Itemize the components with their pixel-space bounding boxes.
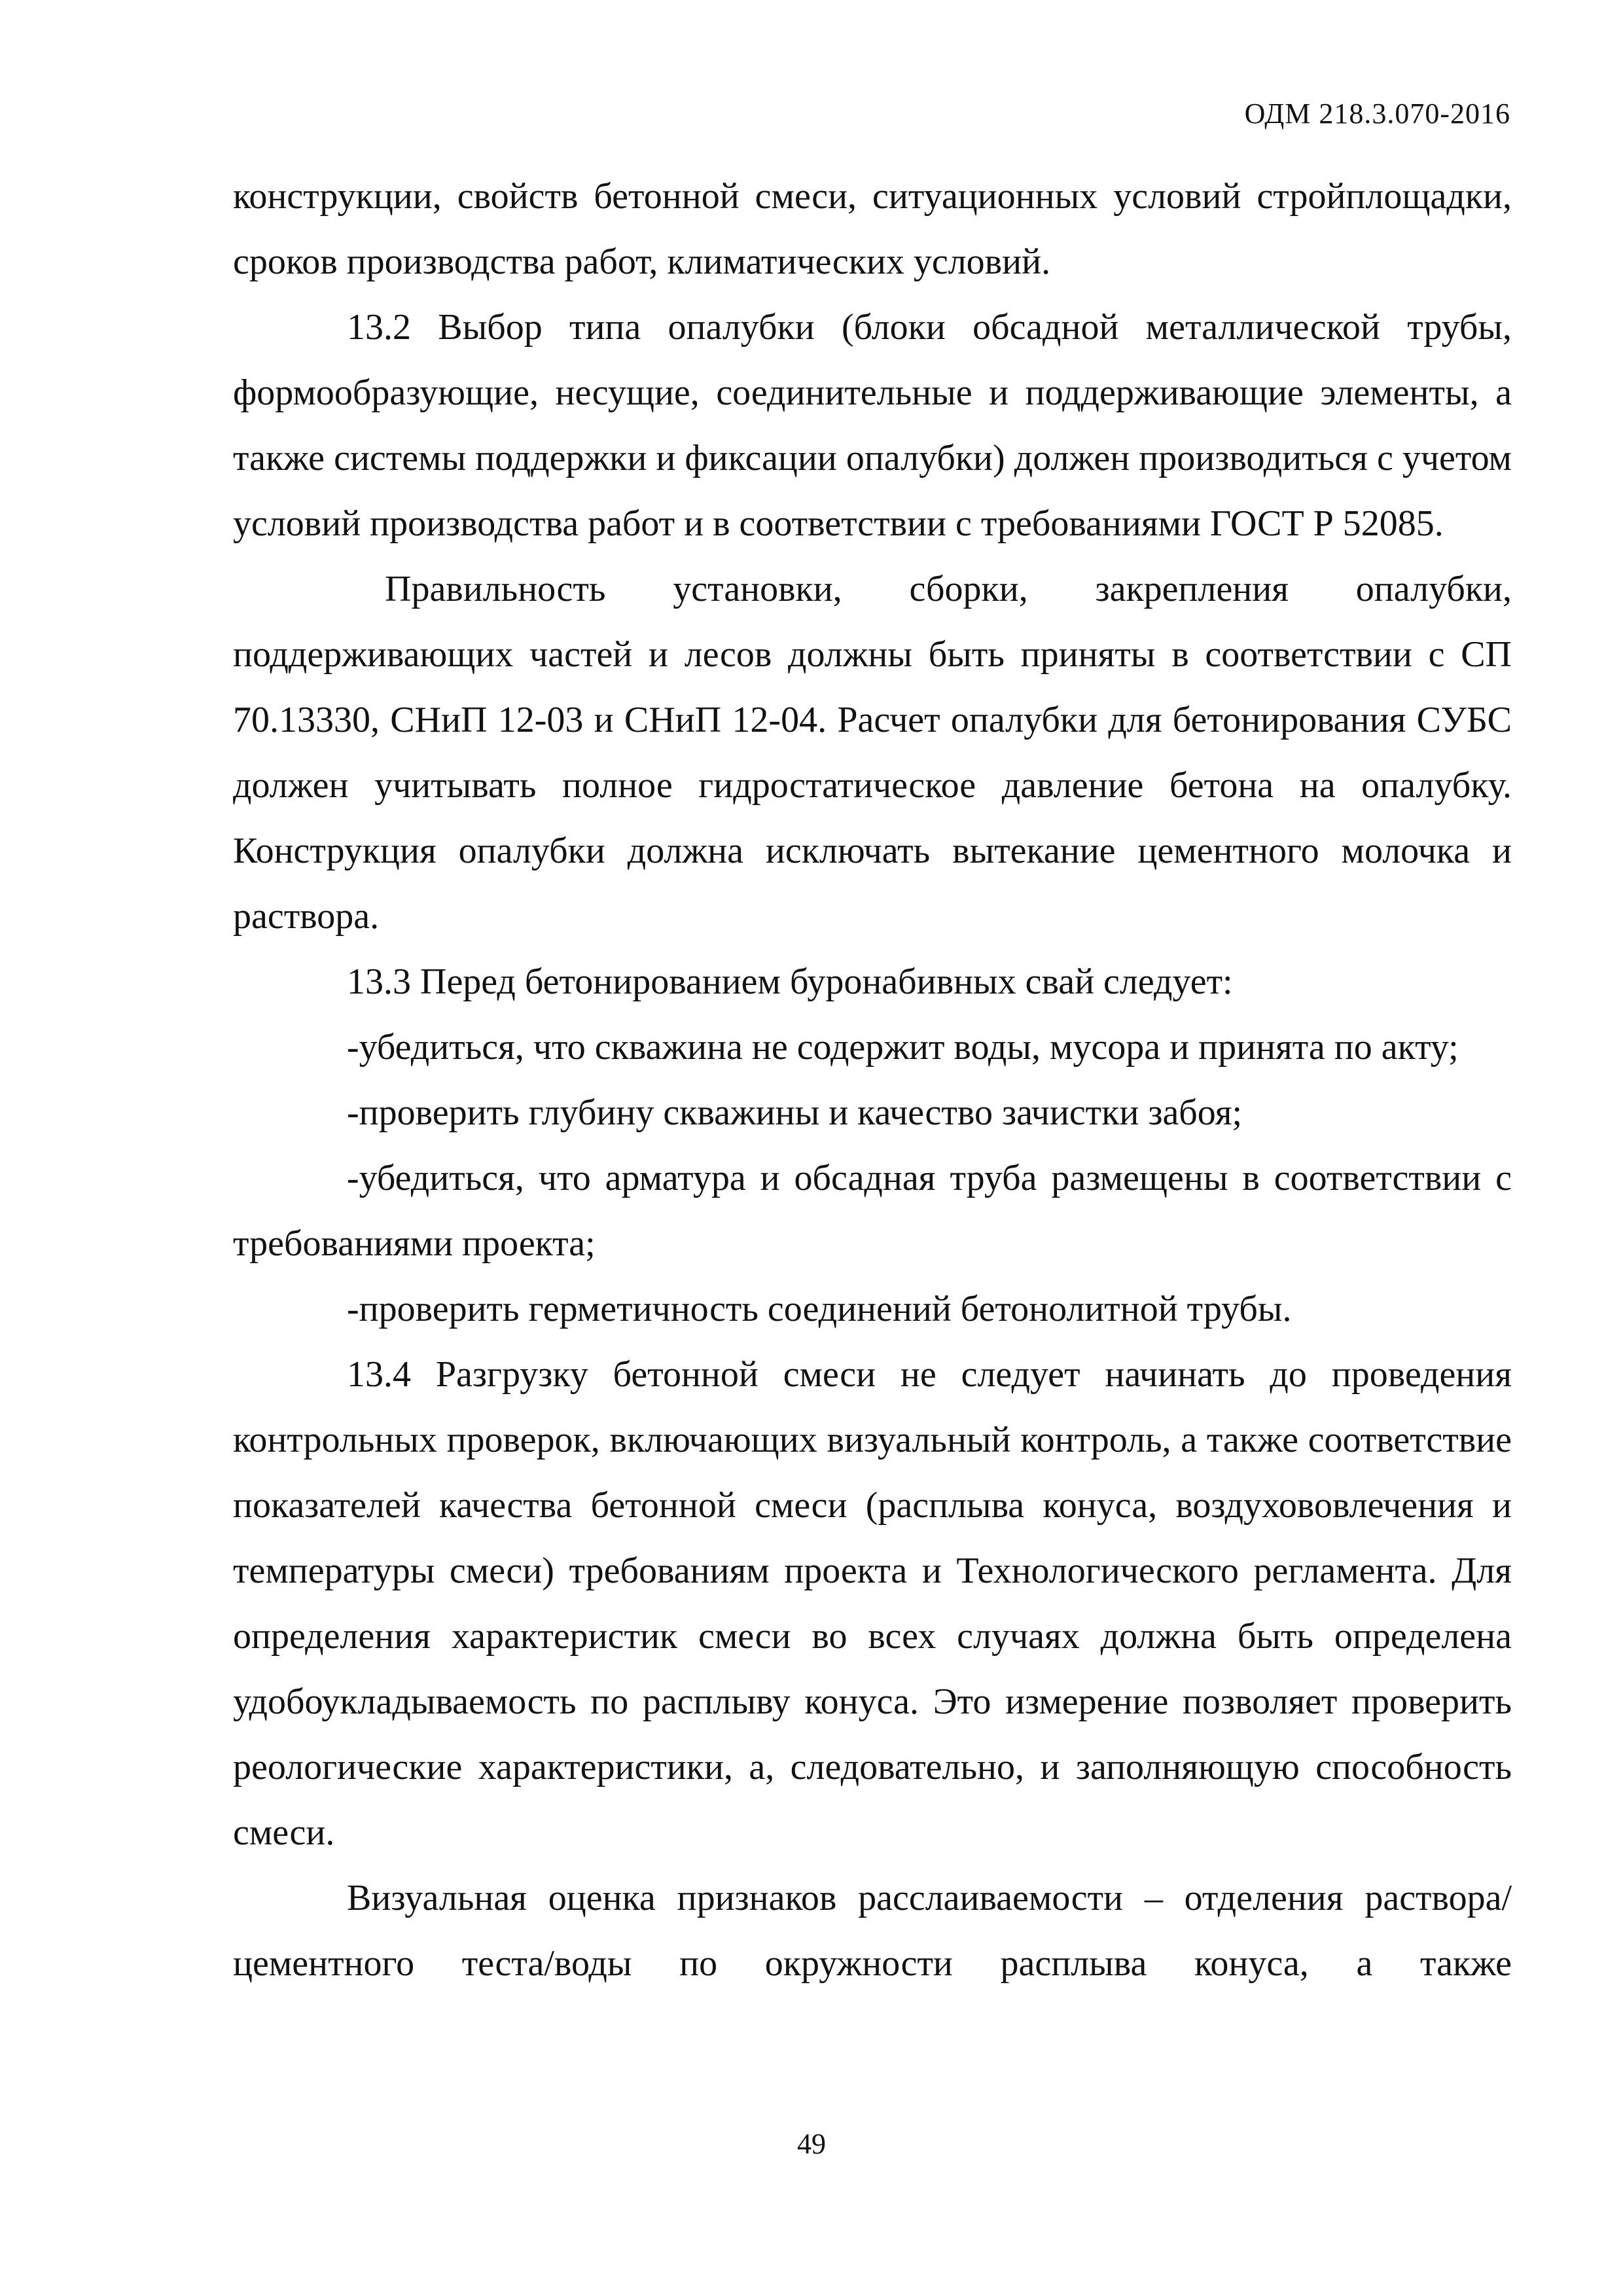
list-item-check-reinforcement: -убедиться, что арматура и обсадная труба размещены в соответствии с требованиями проекта; [233, 1158, 1512, 1264]
page-body [233, 164, 1512, 1996]
paragraph-13-3: 13.3 Перед бетонированием буронабивных свай следует: [347, 961, 1233, 1002]
paragraph-visual-assessment: Визуальная оценка признаков расслаиваемости – отделения раствора/цементного теста/воды по окружности расплыва конуса, а также [233, 1878, 1512, 1984]
list-item-check-tightness: -проверить герметичность соединений бетонолитной трубы. [347, 1289, 1292, 1329]
list-item-check-well: -убедиться, что скважина не содержит воды, мусора и принята по акту; [347, 1027, 1459, 1067]
document-code: ОДМ 218.3.070-2016 [1244, 98, 1510, 130]
paragraph-13-2: 13.2 Выбор типа опалубки (блоки обсадной металлической трубы, формообразующие, несущие, соединительные и поддерживающие элементы, а также системы поддержки и фиксации опалубки) должен производиться с учетом условий производства работ и в соответствии с требованиями ГОСТ Р 52085. [233, 307, 1512, 544]
page-number: 49 [797, 2128, 826, 2160]
paragraph-formwork-installation: Правильность установки, сборки, закрепления опалубки, поддерживающих частей и лесов должны быть приняты в соответствии с СП 70.13330, СНиП 12-03 и СНиП 12-04. Расчет опалубки для бетонирования СУБС должен учитывать полное гидростатическое давление бетона на опалубку. Конструкция опалубки должна исключать вытекание цементного молочка и раствора. [233, 569, 1512, 937]
list-item-check-depth: -проверить глубину скважины и качество зачистки забоя; [347, 1092, 1243, 1133]
paragraph-13-4: 13.4 Разгрузку бетонной смеси не следует начинать до проведения контрольных проверок, включающих визуальный контроль, а также соответствие показателей качества бетонной смеси (расплыва конуса, воздухововлечения и температуры смеси) требованиям проекта и Технологического регламента. Для определения характеристик смеси во всех случаях должна быть определена удобоукладываемость по расплыву конуса. Это измерение позволяет проверить реологические характеристики, а, следовательно, и заполняющую способность смеси. [233, 1354, 1512, 1853]
paragraph-continuation: конструкции, свойств бетонной смеси, ситуационных условий стройплощадки, сроков производства работ, климатических условий. [233, 176, 1512, 282]
